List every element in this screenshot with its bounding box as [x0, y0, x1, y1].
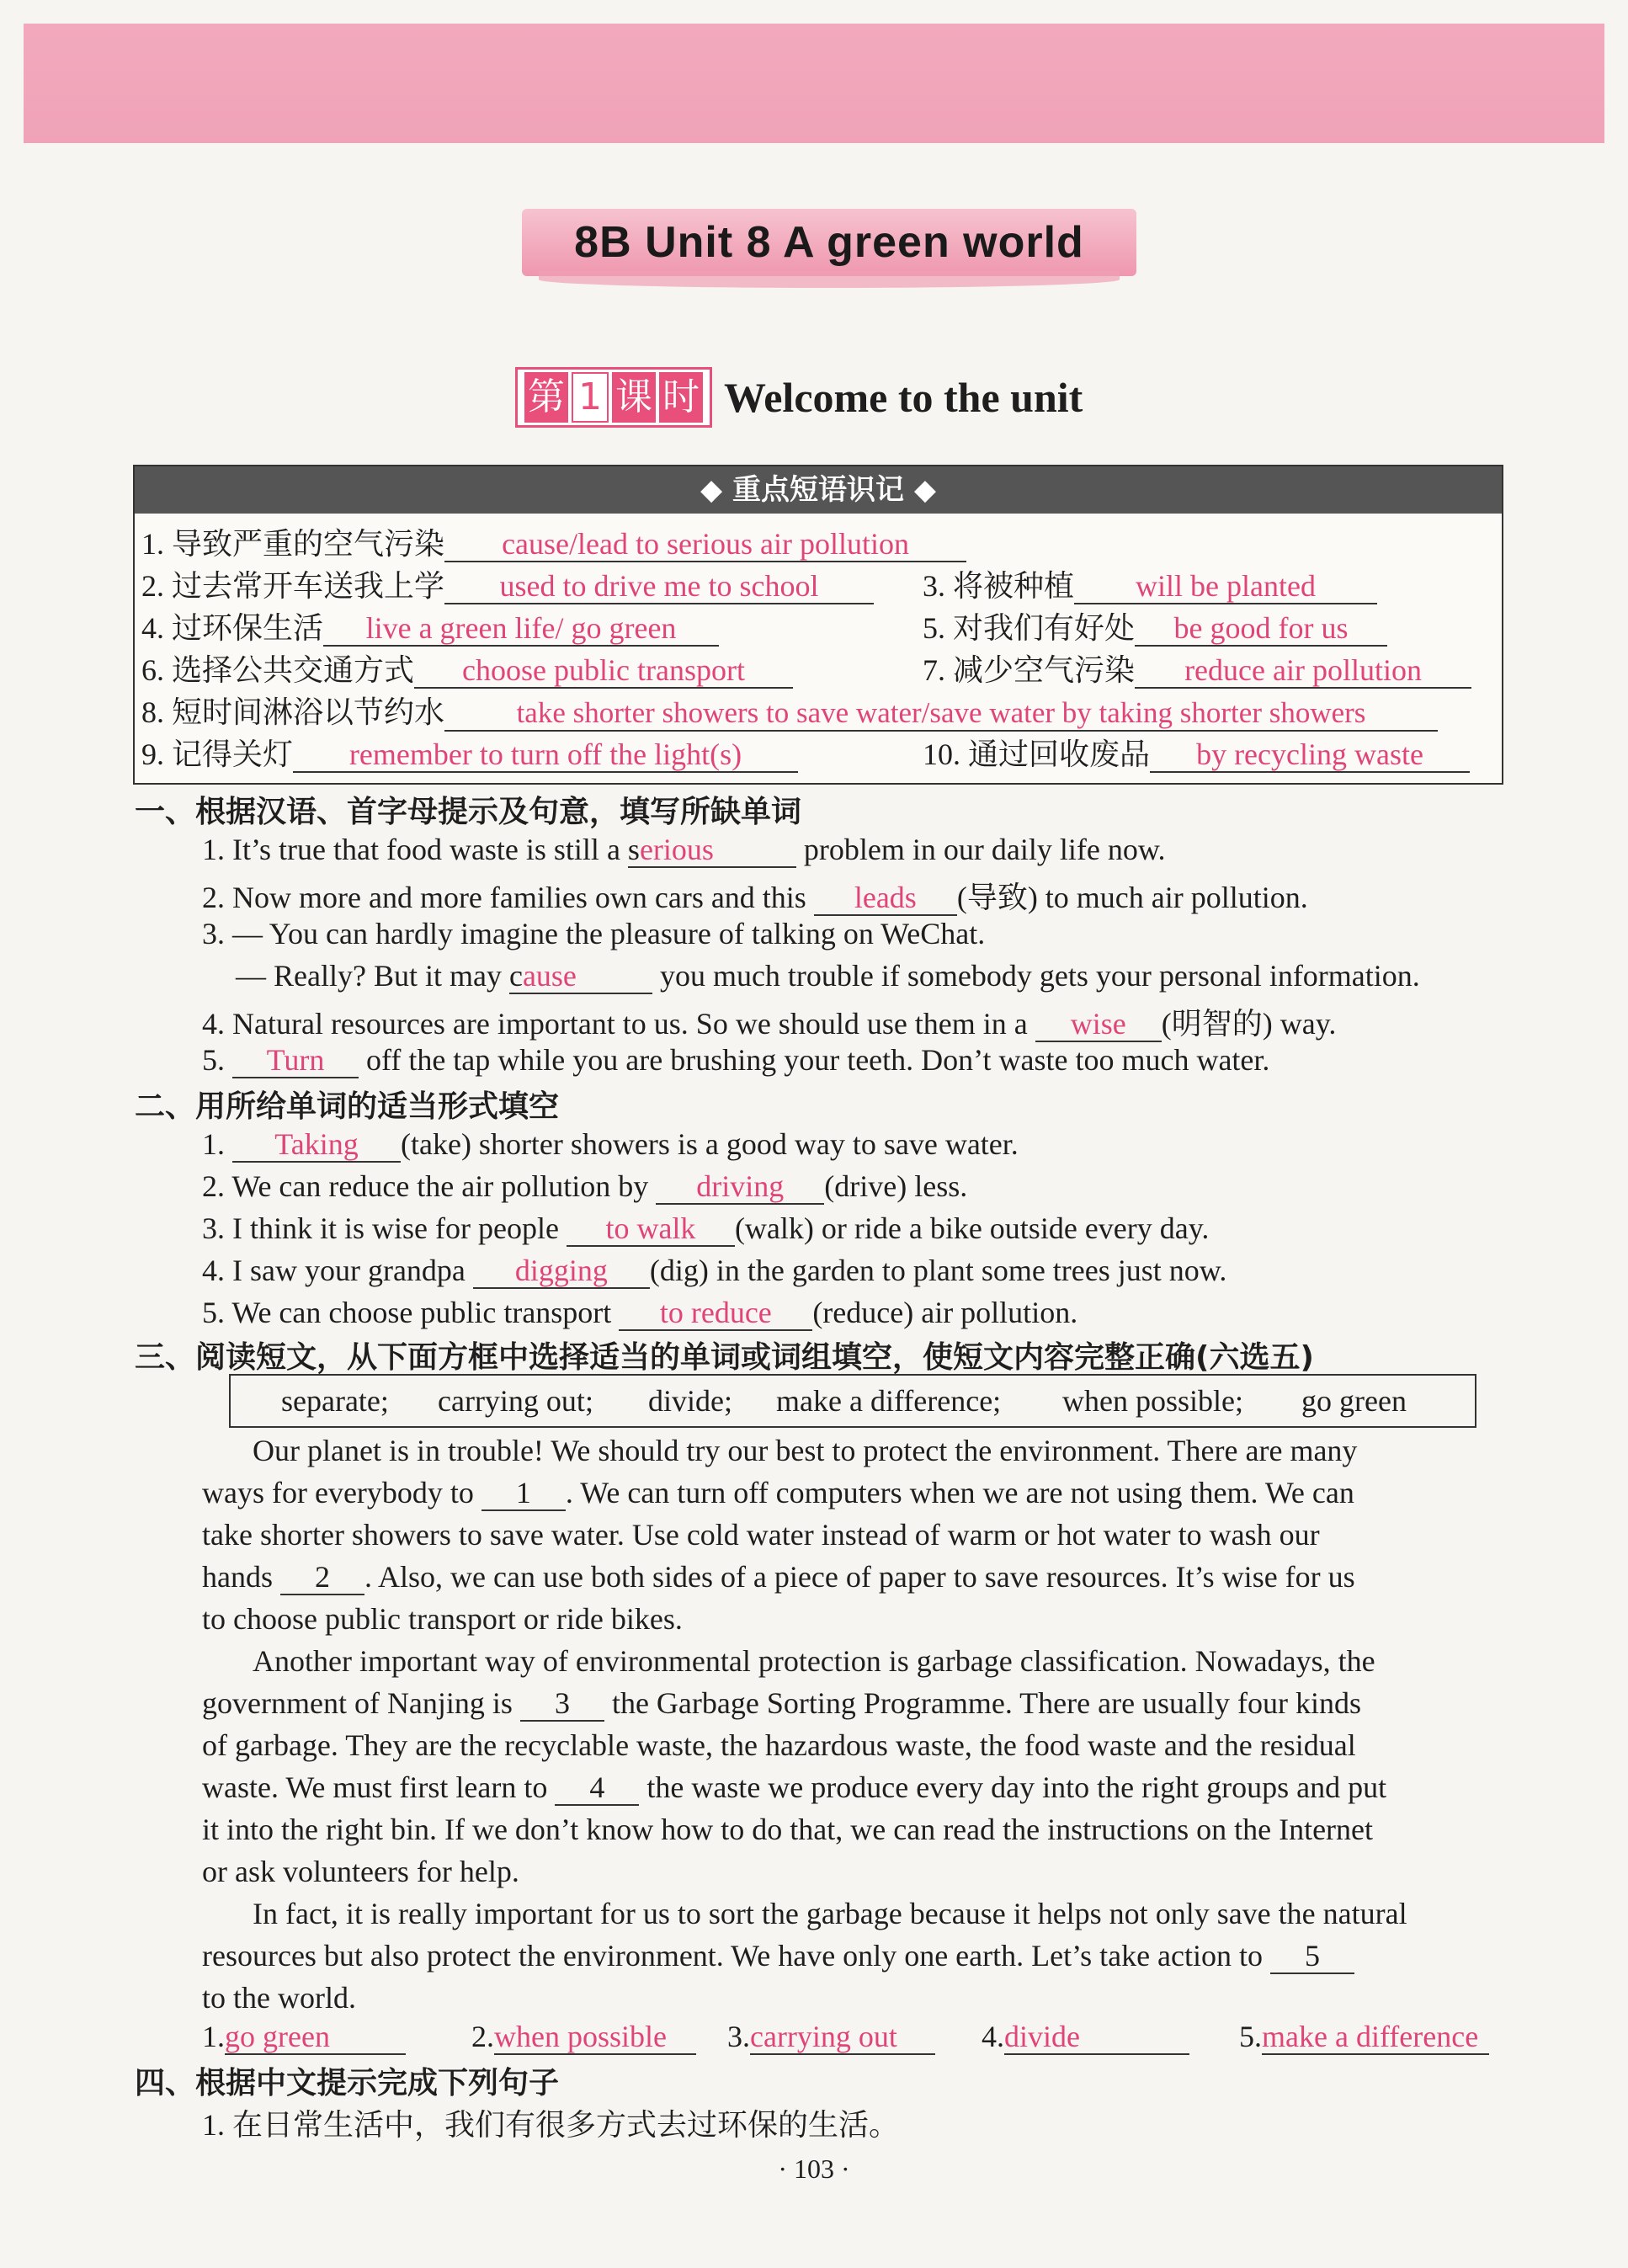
lesson-number: 1: [572, 372, 609, 423]
phrase-item: [141, 647, 793, 689]
passage-text: . We can turn off computers when we are not using them. We can: [565, 1476, 1354, 1509]
phrase-item: [141, 689, 1438, 732]
question: [202, 1253, 1226, 1289]
page-number: · 103 ·: [778, 2154, 850, 2184]
word-option: go green: [1301, 1384, 1407, 1418]
question-text: 5.: [202, 1043, 232, 1077]
phrase-prompt: 6. 选择公共交通方式: [141, 653, 415, 687]
question-text: (take) shorter showers is a good way to save water.: [401, 1127, 1019, 1161]
phrase-prompt: 4. 过环保生活: [141, 611, 324, 645]
question-text: — Really? But it may: [236, 959, 509, 993]
answer-blank: digging: [473, 1254, 650, 1289]
phrase-item: [923, 562, 1377, 605]
blank-number: 3: [520, 1686, 604, 1722]
answer-line: [1239, 2019, 1489, 2055]
answer-line: [982, 2019, 1189, 2055]
answer-blank: leads: [814, 881, 957, 916]
phrase-item: [141, 520, 966, 563]
question: [202, 874, 1308, 917]
passage-text: ways for everybody to: [202, 1476, 481, 1509]
phrase-prompt: 8. 短时间淋浴以节约水: [141, 695, 445, 729]
phrase-answer: reduce air pollution: [1135, 653, 1471, 689]
passage-line: or ask volunteers for help.: [202, 1855, 519, 1888]
passage-text: . Also, we can use both sides of a piece of paper to save resources. It’s wise for us: [364, 1560, 1355, 1594]
question: [202, 832, 1166, 868]
answer-blank: Taking: [232, 1127, 401, 1163]
answer-text: ause: [522, 959, 577, 993]
question: 3. — You can hardly imagine the pleasure of talking on WeChat.: [202, 917, 986, 950]
phrase-prompt: 2. 过去常开车送我上学: [141, 569, 445, 603]
passage-line: [202, 1475, 1354, 1511]
word-option: divide;: [648, 1384, 732, 1418]
lesson-title: Welcome to the unit: [724, 374, 1083, 421]
answer-number: 3.: [727, 2020, 750, 2053]
question-text: (walk) or ride a bike outside every day.: [734, 1211, 1210, 1245]
passage-line: [202, 1559, 1355, 1595]
passage-line: take shorter showers to save water. Use cold water instead of warm or hot water to wash our: [202, 1518, 1320, 1552]
phrase-answer: cause/lead to serious air pollution: [444, 527, 966, 562]
question: [202, 1211, 1209, 1247]
section-heading: 二、用所给单词的适当形式填空: [135, 1089, 560, 1124]
phrase-item: [141, 604, 719, 647]
passage-line: [202, 1938, 1354, 1974]
question-text: 2. We can reduce the air pollution by: [202, 1169, 657, 1203]
answer-text: when possible: [494, 2020, 696, 2055]
question-text: 4. I saw your grandpa: [202, 1254, 473, 1287]
question-text: 3. I think it is wise for people: [202, 1211, 567, 1245]
section-heading: 三、阅读短文，从下面方框中选择适当的单词或词组填空，使短文内容完整正确(六选五): [135, 1340, 1314, 1375]
key-phrases-heading: ◆ 重点短语识记 ◆: [135, 466, 1502, 514]
word-option: make a difference;: [776, 1384, 1002, 1418]
phrase-item: [923, 647, 1471, 689]
phrase-answer: used to drive me to school: [444, 569, 874, 604]
word-option: when possible;: [1062, 1384, 1243, 1418]
answer-blank: driving: [656, 1169, 824, 1205]
question-text: (明智的) way.: [1161, 1007, 1337, 1041]
passage-line: to the world.: [202, 1981, 356, 2015]
answer-line: [202, 2019, 406, 2055]
header-band: [24, 24, 1604, 143]
answer-text: carrying out: [750, 2020, 935, 2055]
phrase-answer: remember to turn off the light(s): [293, 737, 798, 773]
question-text: (导致) to much air pollution.: [956, 881, 1308, 914]
answer-blank: to reduce: [619, 1296, 812, 1331]
phrase-answer: be good for us: [1135, 611, 1387, 647]
hint-letter: s: [627, 833, 640, 866]
key-phrases-box: [133, 465, 1503, 785]
question: [202, 1000, 1336, 1043]
answer-text: make a difference: [1262, 2020, 1489, 2055]
passage-text: government of Nanjing is: [202, 1686, 520, 1720]
question-text: you much trouble if somebody gets your personal information.: [652, 959, 1420, 993]
phrase-answer: live a green life/ go green: [323, 611, 719, 647]
answer-number: 5.: [1239, 2020, 1262, 2053]
answer-blank: [509, 959, 652, 994]
question-text: 4. Natural resources are important to us. So we should use them in a: [202, 1007, 1035, 1041]
unit-title-banner: [522, 209, 1136, 301]
question: [202, 1126, 1019, 1163]
section-heading: 一、根据汉语、首字母提示及句意，填写所缺单词: [135, 795, 802, 829]
passage-line: Our planet is in trouble! We should try our best to protect the environment. There are many: [253, 1434, 1358, 1467]
lesson-heading: [515, 367, 1083, 428]
passage-text: hands: [202, 1560, 280, 1594]
question: [202, 1169, 967, 1205]
passage-line: of garbage. They are the recyclable waste, the hazardous waste, the food waste and the residual: [202, 1728, 1356, 1762]
answer-line: [727, 2019, 935, 2055]
passage-line: to choose public transport or ride bikes.: [202, 1602, 683, 1636]
title-swoosh: [539, 271, 1120, 288]
question-text: problem in our daily life now.: [795, 833, 1166, 866]
phrase-prompt: 3. 将被种植: [923, 569, 1075, 603]
question-text: (dig) in the garden to plant some trees just now.: [649, 1254, 1227, 1287]
hint-letter: c: [508, 959, 523, 993]
answer-line: [471, 2019, 696, 2055]
question: [202, 1042, 1269, 1078]
lesson-char: 第: [524, 372, 568, 423]
passage-line: it into the right bin. If we don’t know how to do that, we can read the instructions on the Internet: [202, 1813, 1374, 1846]
blank-number: 2: [280, 1560, 364, 1595]
phrase-answer: choose public transport: [414, 653, 793, 689]
answer-text: erious: [639, 833, 714, 866]
question-text: 1. It’s true that food waste is still a: [202, 833, 628, 866]
passage-line: [202, 1770, 1386, 1806]
answer-blank: to walk: [567, 1211, 735, 1247]
phrase-answer: will be planted: [1074, 569, 1377, 604]
blank-number: 4: [555, 1770, 639, 1806]
phrase-prompt: 5. 对我们有好处: [923, 611, 1136, 645]
passage-line: [202, 1685, 1361, 1722]
phrase-item: [141, 562, 874, 605]
phrase-prompt: 9. 记得关灯: [141, 737, 294, 771]
unit-title: 8B Unit 8 A green world: [574, 218, 1084, 267]
word-option: carrying out;: [438, 1384, 593, 1418]
passage-line: In fact, it is really important for us to sort the garbage because it helps not only save the natural: [253, 1897, 1407, 1930]
question: [236, 958, 1420, 994]
phrase-item: [923, 731, 1470, 774]
lesson-char: 时: [659, 372, 703, 423]
answer-blank: Turn: [232, 1043, 359, 1078]
phrase-prompt: 7. 减少空气污染: [923, 653, 1136, 687]
section-heading: 四、根据中文提示完成下列句子: [135, 2066, 560, 2100]
passage-text: the Garbage Sorting Programme. There are usually four kinds: [604, 1686, 1362, 1720]
question: 1. 在日常生活中，我们有很多方式去过环保的生活。: [202, 2108, 900, 2142]
question-text: 1.: [202, 1127, 232, 1161]
answer-number: 2.: [471, 2020, 494, 2053]
blank-number: 5: [1270, 1939, 1354, 1974]
phrase-answer: take shorter showers to save water/save water by taking shorter showers: [444, 696, 1438, 732]
question-text: 5. We can choose public transport: [202, 1296, 620, 1329]
lesson-label: [515, 367, 712, 428]
question-text: off the tap while you are brushing your teeth. Don’t waste too much water.: [359, 1043, 1270, 1077]
word-options-box: [229, 1374, 1476, 1428]
blank-number: 1: [481, 1476, 566, 1511]
phrase-prompt: 10. 通过回收废品: [923, 737, 1151, 771]
answer-text: divide: [1004, 2020, 1189, 2055]
question-text: (drive) less.: [824, 1169, 968, 1203]
phrase-answer: by recycling waste: [1150, 737, 1470, 773]
passage-line: Another important way of environmental protection is garbage classification. Nowadays, the: [253, 1644, 1375, 1678]
lesson-char: 课: [612, 372, 656, 423]
answer-blank: wise: [1035, 1007, 1162, 1042]
question: [202, 1295, 1077, 1331]
answer-number: 4.: [982, 2020, 1004, 2053]
word-option: separate;: [281, 1384, 389, 1418]
answer-text: go green: [225, 2020, 406, 2055]
passage-text: the waste we produce every day into the right groups and put: [639, 1770, 1387, 1804]
answer-blank: [628, 833, 796, 868]
passage-text: waste. We must first learn to: [202, 1770, 556, 1804]
phrase-prompt: 1. 导致严重的空气污染: [141, 527, 445, 561]
answer-number: 1.: [202, 2020, 225, 2053]
phrase-item: [141, 731, 798, 774]
question-text: 2. Now more and more families own cars and this: [202, 881, 814, 914]
passage-text: resources but also protect the environment. We have only one earth. Let’s take action to: [202, 1939, 1271, 1973]
question-text: (reduce) air pollution.: [812, 1296, 1078, 1329]
phrase-item: [923, 604, 1387, 647]
